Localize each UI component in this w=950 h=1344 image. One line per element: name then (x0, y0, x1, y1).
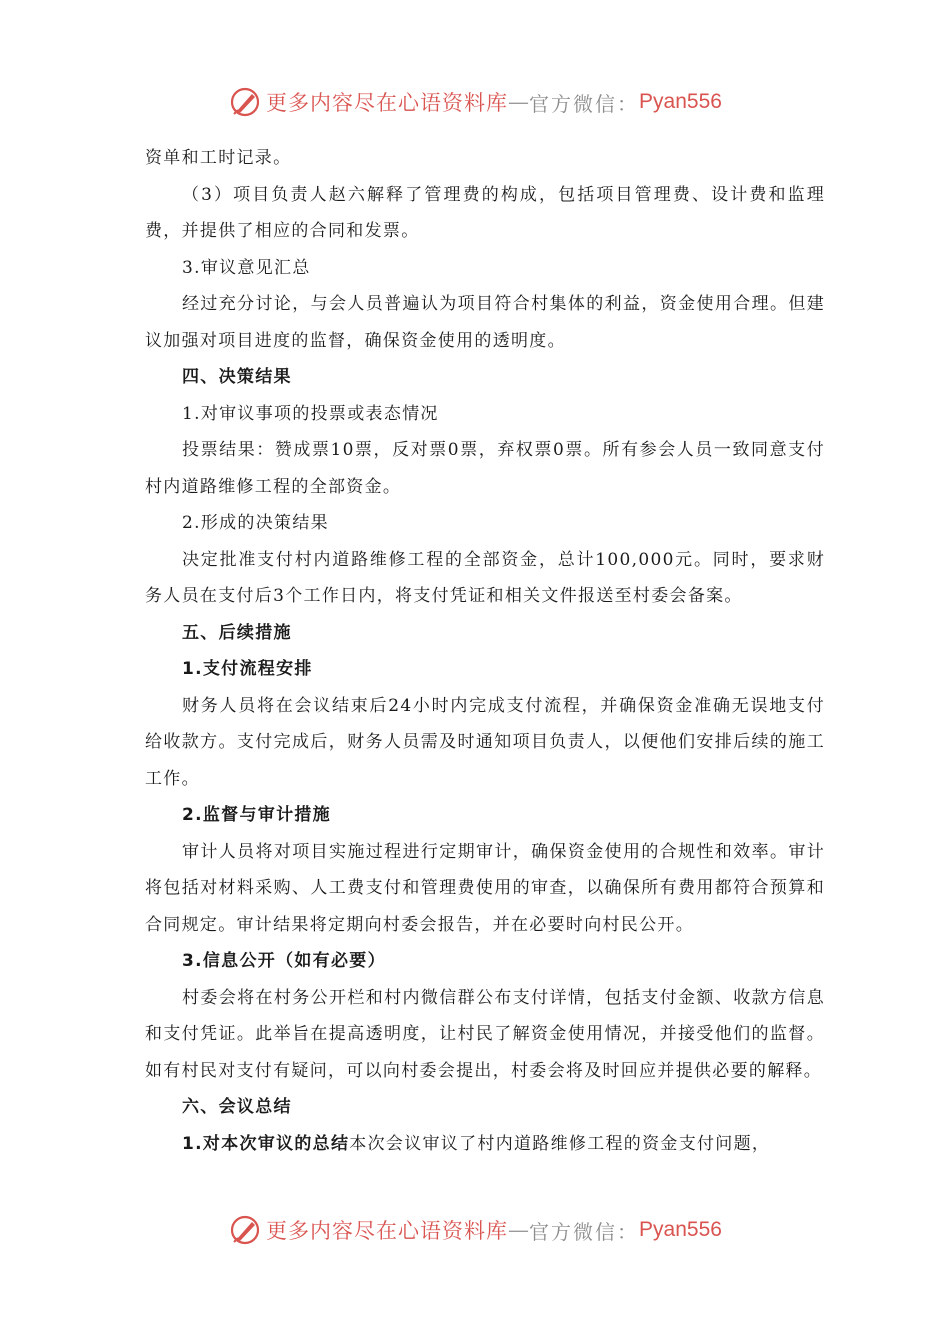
banner-handle: Pyan556 (639, 90, 722, 113)
document-body (145, 140, 825, 1162)
section-heading: 2.监督与审计措施 (182, 805, 331, 825)
banner-dash: — (508, 90, 530, 114)
banner-brand: 更多内容尽在心语资料库 (266, 1219, 509, 1243)
pen-logo-icon (228, 1213, 262, 1247)
pen-logo-icon (228, 85, 262, 119)
paragraph: 3.审议意见汇总 (182, 257, 311, 278)
section-heading: 六、会议总结 (182, 1097, 292, 1117)
banner-handle: Pyan556 (639, 1218, 722, 1241)
paragraph: 2.形成的决策结果 (182, 513, 329, 533)
paragraph: 投票结果：赞成票10票，反对票0票，弃权票0票。所有参会人员一致同意支付村内道路维修工程的全部资金。 (145, 440, 825, 497)
paragraph: 财务人员将在会议结束后24小时内完成支付流程，并确保资金准确无误地支付给收款方。支付完成后，财务人员需及时通知项目负责人，以便他们安排后续的施工工作。 (145, 695, 825, 789)
paragraph: 村委会将在村务公开栏和村内微信群公布支付详情，包括支付金额、收款方信息和支付凭证。此举旨在提高透明度，让村民了解资金使用情况，并接受他们的监督。如有村民对支付有疑问，可以向村委会提出，村委会将及时回应并提供必要的解释。 (145, 987, 825, 1081)
banner-dash: — (508, 1218, 530, 1242)
summary-paragraph (145, 1126, 825, 1163)
paragraph: 1.对审议事项的投票或表态情况 (182, 403, 439, 424)
banner-label: 官方微信： (529, 91, 640, 116)
paragraph: 资单和工时记录。 (145, 148, 292, 168)
header-banner (0, 82, 950, 122)
paragraph: 审计人员将对项目实施过程进行定期审计，确保资金使用的合规性和效率。审计将包括对材料采购、人工费支付和管理费使用的审查，以确保所有费用都符合预算和合同规定。审计结果将定期向村委会报告，并在必要时向村民公开。 (145, 841, 825, 935)
banner-label: 官方微信： (529, 1219, 640, 1244)
section-heading: 1.支付流程安排 (182, 659, 313, 679)
summary-text: 本次会议审议了村内道路维修工程的资金支付问题， (349, 1133, 771, 1154)
section-heading: 3.信息公开（如有必要） (182, 951, 386, 971)
paragraph: 经过充分讨论，与会人员普遍认为项目符合村集体的利益，资金使用合理。但建议加强对项目进度的监督，确保资金使用的透明度。 (145, 294, 825, 351)
section-heading: 四、决策结果 (182, 367, 292, 387)
paragraph: 决定批准支付村内道路维修工程的全部资金，总计100,000元。同时，要求财务人员在支付后3个工作日内，将支付凭证和相关文件报送至村委会备案。 (145, 549, 825, 606)
paragraph: （3）项目负责人赵六解释了管理费的构成，包括项目管理费、设计费和监理费，并提供了相应的合同和发票。 (145, 184, 825, 241)
section-heading: 五、后续措施 (182, 622, 292, 643)
banner-brand: 更多内容尽在心语资料库 (266, 91, 509, 115)
footer-banner (0, 1210, 950, 1250)
summary-heading: 1.对本次审议的总结 (182, 1133, 350, 1154)
